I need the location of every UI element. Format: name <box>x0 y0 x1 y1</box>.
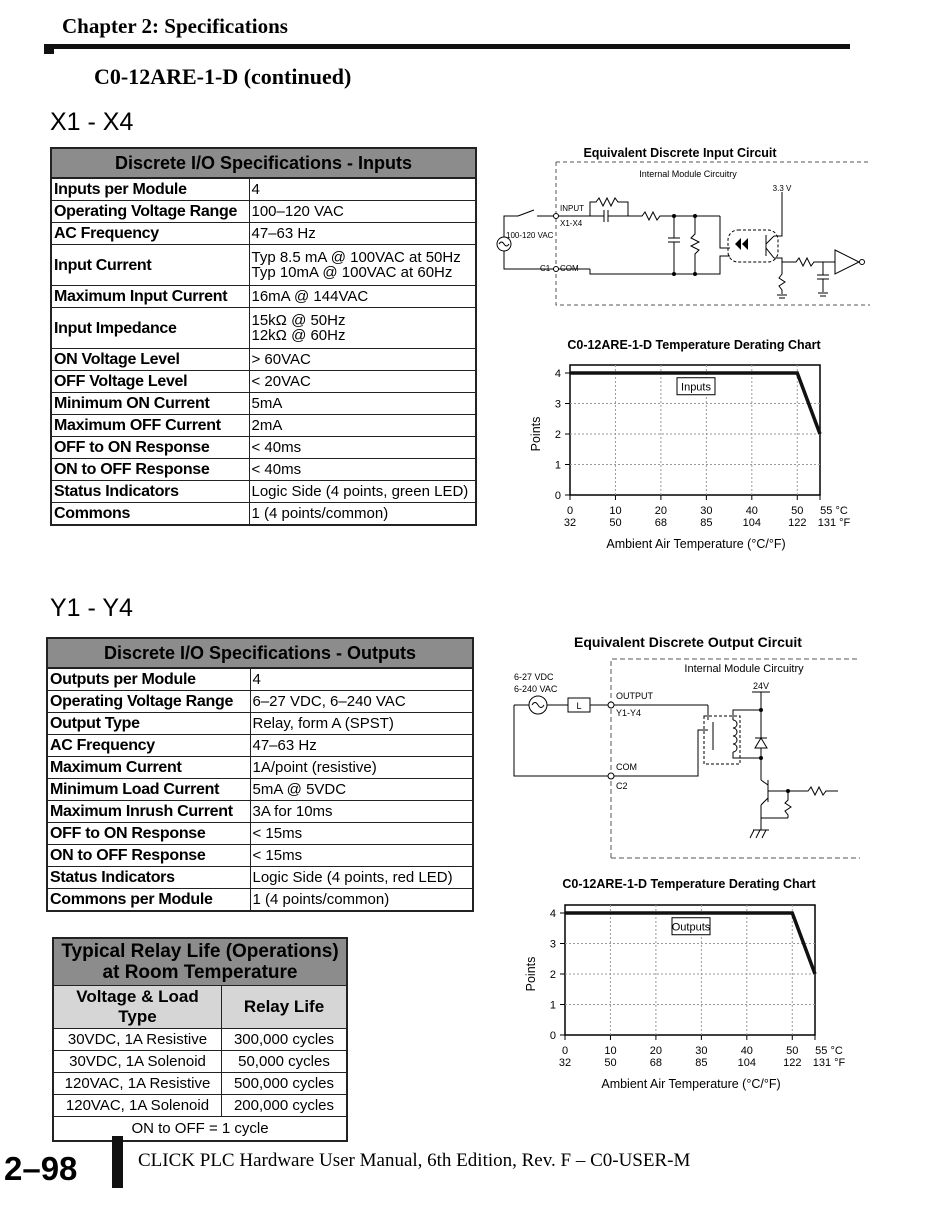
output-chart-xlabel: Ambient Air Temperature (°C/°F) <box>601 1077 781 1091</box>
y-tick-label: 4 <box>554 368 561 380</box>
spec-value: 5mA @ 5VDC <box>250 779 473 801</box>
spec-key: Input Impedance <box>51 308 249 349</box>
y-tick-label: 3 <box>549 938 556 951</box>
inputs-table-title: Discrete I/O Specifications - Inputs <box>51 148 476 178</box>
relay-cycles: 300,000 cycles <box>222 1029 348 1051</box>
spec-row <box>51 201 476 223</box>
output-circuit-internal-label: Internal Module Circuitry <box>684 663 804 675</box>
input-source-label: 100-120 VAC <box>506 231 554 240</box>
spec-key: Output Type <box>47 713 250 735</box>
relay-row <box>53 1073 347 1095</box>
spec-key: Maximum Input Current <box>51 286 249 308</box>
spec-key: Status Indicators <box>47 867 250 889</box>
outputs-table-title: Discrete I/O Specifications - Outputs <box>47 638 473 668</box>
y-tick-label: 2 <box>549 969 556 981</box>
spec-key: Input Current <box>51 245 249 286</box>
relay-load-type: 30VDC, 1A Resistive <box>53 1029 222 1051</box>
spec-row <box>47 713 473 735</box>
spec-row <box>51 437 476 459</box>
output-24v-label: 24V <box>753 681 770 691</box>
spec-value: Relay, form A (SPST) <box>250 713 473 735</box>
input-com-label: COM <box>560 264 579 273</box>
base-resistor <box>768 787 838 795</box>
spec-key: AC Frequency <box>47 735 250 757</box>
relay-life-table <box>52 937 348 1142</box>
spec-key: Minimum ON Current <box>51 393 249 415</box>
spec-row <box>47 801 473 823</box>
ac-wave <box>499 242 509 246</box>
flyback-diode <box>755 738 767 748</box>
input-parallel-resistor <box>590 198 628 216</box>
x-tick-label-f: 131 °F <box>817 517 851 529</box>
spec-key: Maximum Inrush Current <box>47 801 250 823</box>
spec-value: 6–27 VDC, 6–240 VAC <box>250 691 473 713</box>
spec-row <box>51 308 476 349</box>
y-tick-label: 3 <box>554 398 561 411</box>
spec-row <box>51 415 476 437</box>
output-derating-chart <box>515 874 855 1096</box>
input-shunt-resistor <box>691 216 699 274</box>
spec-row <box>47 823 473 845</box>
x-tick-label-c: 40 <box>745 505 758 517</box>
spec-row <box>47 779 473 801</box>
footer-text: CLICK PLC Hardware User Manual, 6th Edition, Rev. F – C0-USER-M <box>138 1150 691 1171</box>
x-tick-label-f: 68 <box>649 1057 663 1069</box>
spec-row <box>47 867 473 889</box>
spec-key: Commons <box>51 503 249 526</box>
inputs-section-title: X1 - X4 <box>50 108 134 136</box>
spec-value: 2mA <box>249 415 476 437</box>
series-label: Outputs <box>671 921 711 934</box>
output-chart-title: C0-12ARE-1-D Temperature Derating Chart <box>562 877 816 891</box>
relay-load-type: 120VAC, 1A Solenoid <box>53 1095 222 1117</box>
y-tick-label: 4 <box>549 908 556 920</box>
input-terminal-label: INPUT <box>560 204 584 213</box>
x-tick-label-f: 85 <box>700 517 713 529</box>
spec-value: 5mA <box>249 393 476 415</box>
spec-row <box>47 668 473 691</box>
output-com-label: COM <box>616 762 637 772</box>
spec-row <box>47 845 473 867</box>
series-label: Inputs <box>681 381 711 394</box>
output-chart-ylabel: Points <box>524 956 538 992</box>
model-title: C0-12ARE-1-D (continued) <box>94 64 352 89</box>
output-vac-label: 6-240 VAC <box>514 684 558 694</box>
spec-value: > 60VAC <box>249 349 476 371</box>
x-tick-label-c: 0 <box>561 1045 569 1057</box>
outputs-section-title: Y1 - Y4 <box>50 594 133 622</box>
relay-coil <box>733 720 737 752</box>
spec-row <box>47 691 473 713</box>
spec-row <box>51 481 476 503</box>
spec-key: Status Indicators <box>51 481 249 503</box>
x-tick-label-c: 55 °C <box>815 1045 843 1057</box>
relay-col-life: Relay Life <box>222 986 348 1029</box>
relay-col-voltage: Voltage & Load Type <box>53 986 222 1029</box>
y-tick-label: 2 <box>554 429 561 441</box>
x-tick-label-c: 30 <box>700 505 713 517</box>
y-tick-label: 0 <box>554 490 561 502</box>
spec-row <box>51 349 476 371</box>
spec-row <box>47 735 473 757</box>
x-tick-label-f: 32 <box>558 1057 572 1069</box>
x-tick-label-f: 131 °F <box>812 1057 846 1069</box>
relay-dashed-box <box>704 716 740 764</box>
spec-key: OFF to ON Response <box>51 437 249 459</box>
input-circuit-title: Equivalent Discrete Input Circuit <box>583 146 777 160</box>
x-tick-label-c: 20 <box>654 505 668 517</box>
load-label: L <box>576 701 582 711</box>
spec-key: OFF to ON Response <box>47 823 250 845</box>
relay-note: ON to OFF = 1 cycle <box>53 1117 347 1142</box>
x-tick-label-c: 10 <box>604 1045 617 1057</box>
x-tick-label-c: 40 <box>740 1045 753 1057</box>
relay-row <box>53 1029 347 1051</box>
relay-table-title <box>53 938 347 986</box>
spec-row <box>51 245 476 286</box>
spec-value-line: 15kΩ @ 50Hz <box>251 312 346 329</box>
x-tick-label-f: 32 <box>563 517 577 529</box>
spec-value: 1A/point (resistive) <box>250 757 473 779</box>
spec-value: Logic Side (4 points, green LED) <box>249 481 476 503</box>
relay-load-type: 30VDC, 1A Solenoid <box>53 1051 222 1073</box>
x-tick-label-c: 30 <box>695 1045 708 1057</box>
input-chart-title: C0-12ARE-1-D Temperature Derating Chart <box>567 338 821 352</box>
spec-value <box>249 308 476 349</box>
schmitt-buffer <box>835 250 859 274</box>
spec-row <box>47 757 473 779</box>
relay-title-line1: Typical Relay Life (Operations) <box>61 941 339 962</box>
input-derating-chart <box>520 334 860 556</box>
input-circuit-3v3-label: 3.3 V <box>772 184 792 193</box>
spec-row <box>51 178 476 201</box>
spec-key: Maximum Current <box>47 757 250 779</box>
y-tick-label: 1 <box>554 459 561 472</box>
spec-value: Logic Side (4 points, red LED) <box>250 867 473 889</box>
spec-row <box>51 286 476 308</box>
spec-value-line: Typ 8.5 mA @ 100VAC at 50Hz <box>251 249 461 266</box>
spec-key: ON Voltage Level <box>51 349 249 371</box>
spec-key: OFF Voltage Level <box>51 371 249 393</box>
output-circuit-diagram <box>508 630 868 862</box>
x-tick-label-f: 50 <box>604 1057 617 1069</box>
optocoupler <box>728 230 778 262</box>
spec-row <box>51 459 476 481</box>
spec-row <box>51 503 476 526</box>
relay-cycles: 200,000 cycles <box>222 1095 348 1117</box>
x-tick-label-f: 104 <box>737 1057 756 1069</box>
spec-key: Commons per Module <box>47 889 250 912</box>
spec-key: ON to OFF Response <box>51 459 249 481</box>
output-circuit-title: Equivalent Discrete Output Circuit <box>574 634 802 650</box>
spec-value: 4 <box>250 668 473 691</box>
relay-cycles: 50,000 cycles <box>222 1051 348 1073</box>
input-chart-xlabel: Ambient Air Temperature (°C/°F) <box>606 537 786 551</box>
spec-value: < 15ms <box>250 823 473 845</box>
output-terminal-label: OUTPUT <box>616 691 653 701</box>
x-tick-label-f: 68 <box>654 517 668 529</box>
input-c1-label: C1 <box>540 264 551 273</box>
spec-key: Outputs per Module <box>47 668 250 691</box>
page-number: 2–98 <box>4 1150 78 1187</box>
x-tick-label-f: 122 <box>788 517 807 529</box>
spec-row <box>51 393 476 415</box>
spec-row <box>47 889 473 912</box>
spec-key: Minimum Load Current <box>47 779 250 801</box>
spec-value: < 15ms <box>250 845 473 867</box>
chapter-title: Chapter 2: Specifications <box>62 14 288 38</box>
output-terminal-y14: Y1-Y4 <box>616 708 642 718</box>
output-vdc-label: 6-27 VDC <box>514 672 554 682</box>
header-rule-marker <box>44 44 54 54</box>
y-tick-label: 1 <box>549 999 556 1012</box>
spec-value-line: Typ 10mA @ 100VAC at 60Hz <box>251 264 453 281</box>
spec-value: < 40ms <box>249 437 476 459</box>
spec-row <box>51 371 476 393</box>
x-tick-label-c: 50 <box>791 505 804 517</box>
x-tick-label-c: 50 <box>786 1045 799 1057</box>
x-tick-label-f: 104 <box>742 517 761 529</box>
x-tick-label-f: 50 <box>609 517 622 529</box>
spec-key: Operating Voltage Range <box>51 201 249 223</box>
spec-value: 47–63 Hz <box>249 223 476 245</box>
spec-value: 16mA @ 144VAC <box>249 286 476 308</box>
spec-value: < 20VAC <box>249 371 476 393</box>
spec-key: Maximum OFF Current <box>51 415 249 437</box>
spec-value: 3A for 10ms <box>250 801 473 823</box>
relay-title-line2: at Room Temperature <box>102 962 298 983</box>
spec-value: 1 (4 points/common) <box>249 503 476 526</box>
input-terminal-x14: X1-X4 <box>560 219 583 228</box>
x-tick-label-c: 55 °C <box>820 505 848 517</box>
y-tick-label: 0 <box>549 1030 556 1042</box>
spec-key: Inputs per Module <box>51 178 249 201</box>
x-tick-label-c: 20 <box>649 1045 663 1057</box>
output-c2-label: C2 <box>616 781 628 791</box>
spec-row <box>51 223 476 245</box>
relay-load-type: 120VAC, 1A Resistive <box>53 1073 222 1095</box>
x-tick-label-c: 0 <box>566 505 574 517</box>
spec-value: < 40ms <box>249 459 476 481</box>
header-rule <box>44 44 850 49</box>
outputs-spec-table <box>46 637 474 912</box>
spec-value: 1 (4 points/common) <box>250 889 473 912</box>
x-tick-label-c: 10 <box>609 505 622 517</box>
input-switch <box>518 210 534 216</box>
relay-cycles: 500,000 cycles <box>222 1073 348 1095</box>
spec-key: Operating Voltage Range <box>47 691 250 713</box>
relay-row <box>53 1051 347 1073</box>
input-circuit-diagram <box>490 140 875 310</box>
spec-value: 4 <box>249 178 476 201</box>
spec-key: AC Frequency <box>51 223 249 245</box>
relay-row <box>53 1095 347 1117</box>
footer-bar <box>112 1136 123 1188</box>
spec-key: ON to OFF Response <box>47 845 250 867</box>
input-chart-ylabel: Points <box>529 416 543 452</box>
spec-value: 100–120 VAC <box>249 201 476 223</box>
input-output-resistor <box>774 258 835 266</box>
x-tick-label-f: 122 <box>783 1057 802 1069</box>
spec-value <box>249 245 476 286</box>
spec-value: 47–63 Hz <box>250 735 473 757</box>
spec-value-line: 12kΩ @ 60Hz <box>251 327 346 344</box>
x-tick-label-f: 85 <box>695 1057 708 1069</box>
inputs-spec-table <box>50 147 477 526</box>
input-circuit-internal-label: Internal Module Circuitry <box>639 169 737 179</box>
